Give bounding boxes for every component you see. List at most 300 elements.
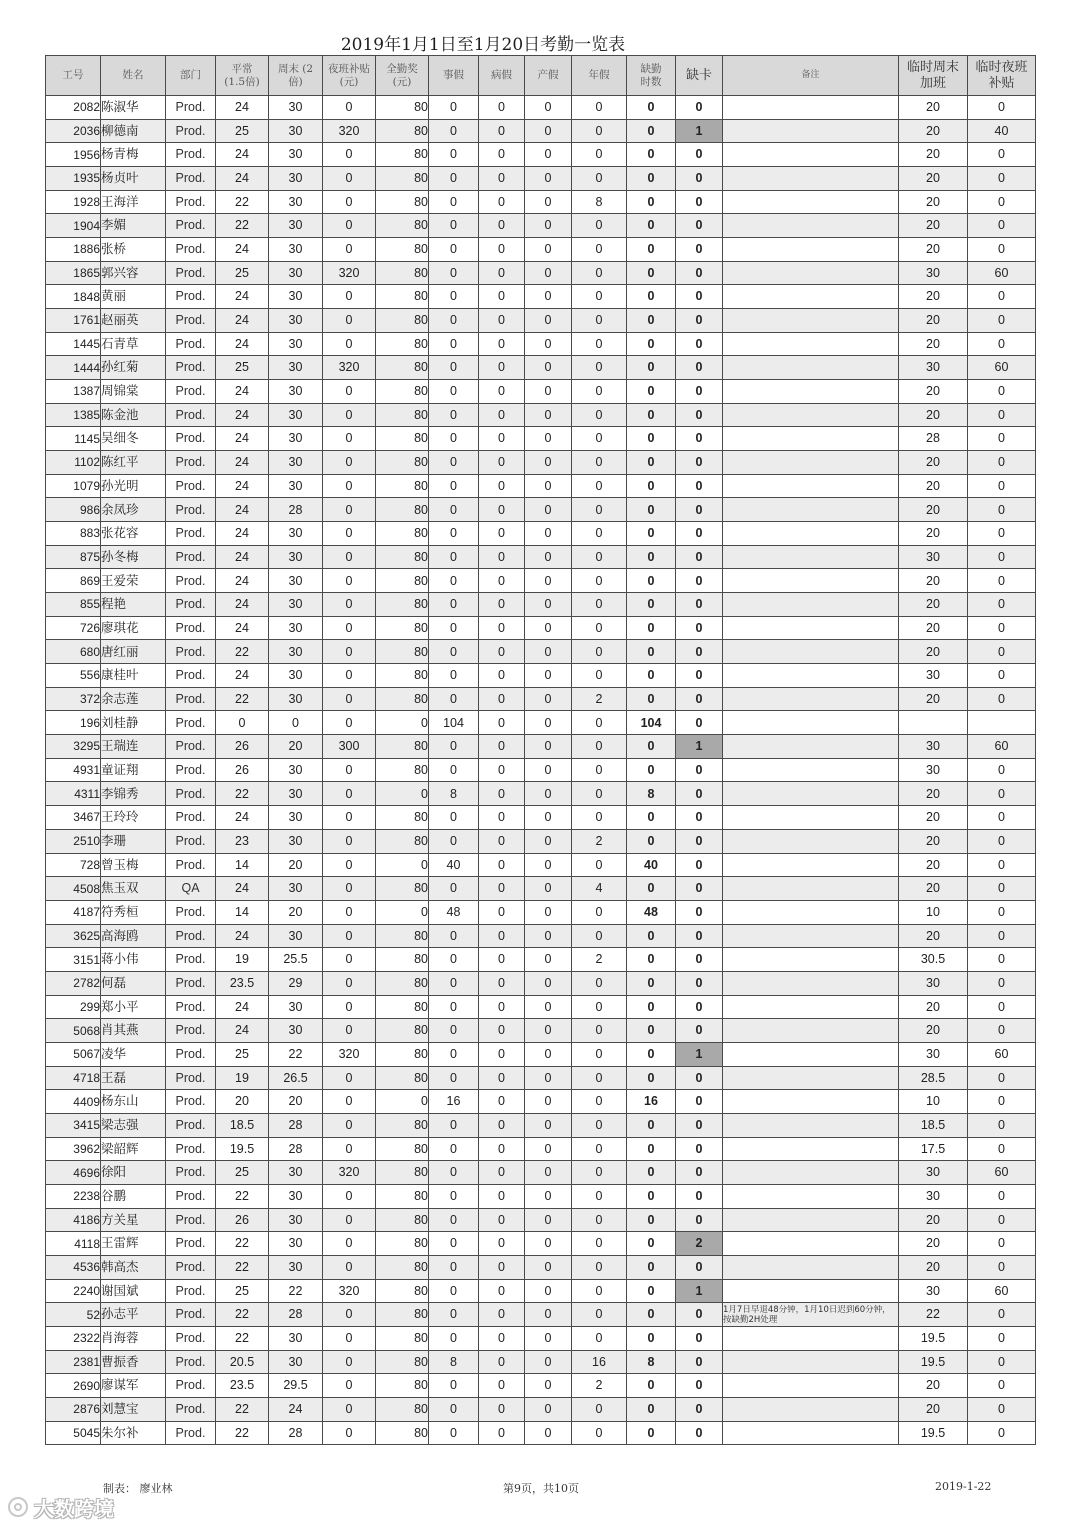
cell-employee-id: 726 xyxy=(46,616,101,640)
cell-weekend-ot: 22 xyxy=(269,1279,323,1303)
cell-attendance-bonus: 80 xyxy=(376,616,429,640)
cell-temp-weekend-ot: 20 xyxy=(899,522,968,546)
cell-night-allowance: 0 xyxy=(323,829,376,853)
header-label: 产假 xyxy=(537,69,559,82)
cell-name: 朱尔补 xyxy=(101,1421,166,1445)
cell-weekday-ot: 19 xyxy=(216,1066,269,1090)
cell-personal-leave: 0 xyxy=(429,190,479,214)
cell-temp-night-allowance: 0 xyxy=(968,616,1036,640)
cell-absence-hours: 0 xyxy=(627,1326,676,1350)
cell-temp-weekend-ot: 30 xyxy=(899,971,968,995)
cell-night-allowance: 320 xyxy=(323,1042,376,1066)
cell-night-allowance: 0 xyxy=(323,474,376,498)
cell-remark xyxy=(723,900,899,924)
cell-personal-leave: 0 xyxy=(429,261,479,285)
cell-annual-leave: 0 xyxy=(572,167,627,191)
cell-attendance-bonus: 80 xyxy=(376,664,429,688)
cell-name: 王瑞连 xyxy=(101,735,166,759)
cell-sick-leave: 0 xyxy=(479,261,525,285)
cell-name: 孙志平 xyxy=(101,1303,166,1327)
cell-temp-weekend-ot: 28 xyxy=(899,427,968,451)
cell-temp-weekend-ot xyxy=(899,711,968,735)
cell-personal-leave: 0 xyxy=(429,356,479,380)
header-label: 夜班补贴 (元) xyxy=(328,62,370,88)
cell-personal-leave: 0 xyxy=(429,1113,479,1137)
cell-temp-weekend-ot: 22 xyxy=(899,1303,968,1327)
cell-annual-leave: 0 xyxy=(572,782,627,806)
cell-night-allowance: 320 xyxy=(323,261,376,285)
cell-personal-leave: 0 xyxy=(429,143,479,167)
cell-temp-weekend-ot: 20 xyxy=(899,309,968,333)
cell-remark xyxy=(723,924,899,948)
header-label: 年假 xyxy=(588,69,610,82)
cell-maternity-leave: 0 xyxy=(525,1279,572,1303)
cell-maternity-leave: 0 xyxy=(525,782,572,806)
cell-department: Prod. xyxy=(166,1421,216,1445)
cell-weekend-ot: 30 xyxy=(269,167,323,191)
cell-annual-leave: 0 xyxy=(572,474,627,498)
cell-attendance-bonus: 80 xyxy=(376,1421,429,1445)
cell-annual-leave: 0 xyxy=(572,1397,627,1421)
cell-sick-leave: 0 xyxy=(479,522,525,546)
cell-remark xyxy=(723,1019,899,1043)
cell-temp-night-allowance: 0 xyxy=(968,167,1036,191)
cell-weekday-ot: 24 xyxy=(216,380,269,404)
cell-night-allowance: 0 xyxy=(323,924,376,948)
cell-department: Prod. xyxy=(166,1279,216,1303)
cell-remark xyxy=(723,1421,899,1445)
cell-missed-punch: 0 xyxy=(676,498,723,522)
cell-sick-leave: 0 xyxy=(479,1113,525,1137)
cell-temp-night-allowance: 0 xyxy=(968,403,1036,427)
cell-absence-hours: 0 xyxy=(627,948,676,972)
cell-missed-punch: 0 xyxy=(676,356,723,380)
cell-weekday-ot: 22 xyxy=(216,782,269,806)
cell-remark xyxy=(723,1397,899,1421)
cell-temp-weekend-ot: 30 xyxy=(899,356,968,380)
cell-maternity-leave: 0 xyxy=(525,711,572,735)
cell-temp-weekend-ot: 30 xyxy=(899,1279,968,1303)
cell-sick-leave: 0 xyxy=(479,1161,525,1185)
cell-annual-leave: 0 xyxy=(572,380,627,404)
cell-night-allowance: 0 xyxy=(323,995,376,1019)
cell-weekend-ot: 30 xyxy=(269,1019,323,1043)
cell-employee-id: 4931 xyxy=(46,758,101,782)
header-missed-punch xyxy=(676,56,723,96)
cell-sick-leave: 0 xyxy=(479,948,525,972)
cell-personal-leave: 0 xyxy=(429,214,479,238)
cell-temp-weekend-ot: 20 xyxy=(899,380,968,404)
cell-temp-night-allowance: 0 xyxy=(968,96,1036,120)
cell-employee-id: 2782 xyxy=(46,971,101,995)
cell-temp-weekend-ot: 20 xyxy=(899,1255,968,1279)
cell-annual-leave: 2 xyxy=(572,829,627,853)
cell-department: Prod. xyxy=(166,545,216,569)
table-row xyxy=(46,758,1036,782)
cell-annual-leave: 0 xyxy=(572,427,627,451)
cell-personal-leave: 0 xyxy=(429,96,479,120)
cell-temp-weekend-ot: 30 xyxy=(899,261,968,285)
cell-department: Prod. xyxy=(166,853,216,877)
cell-personal-leave: 0 xyxy=(429,285,479,309)
cell-absence-hours: 0 xyxy=(627,214,676,238)
cell-department: Prod. xyxy=(166,593,216,617)
cell-absence-hours: 0 xyxy=(627,687,676,711)
cell-employee-id: 2322 xyxy=(46,1326,101,1350)
cell-name: 石青草 xyxy=(101,332,166,356)
cell-weekend-ot: 30 xyxy=(269,214,323,238)
cell-annual-leave: 0 xyxy=(572,451,627,475)
cell-temp-night-allowance: 0 xyxy=(968,1208,1036,1232)
cell-maternity-leave: 0 xyxy=(525,1397,572,1421)
cell-personal-leave: 0 xyxy=(429,1184,479,1208)
cell-personal-leave: 0 xyxy=(429,971,479,995)
cell-name: 黄丽 xyxy=(101,285,166,309)
table-row xyxy=(46,735,1036,759)
cell-night-allowance: 0 xyxy=(323,214,376,238)
cell-remark xyxy=(723,853,899,877)
table-row xyxy=(46,238,1036,262)
cell-remark xyxy=(723,451,899,475)
cell-temp-night-allowance: 0 xyxy=(968,238,1036,262)
header-label: 缺卡 xyxy=(685,67,712,83)
cell-annual-leave: 0 xyxy=(572,285,627,309)
cell-department: Prod. xyxy=(166,1161,216,1185)
cell-weekday-ot: 25 xyxy=(216,119,269,143)
cell-sick-leave: 0 xyxy=(479,143,525,167)
cell-weekday-ot: 24 xyxy=(216,143,269,167)
cell-remark xyxy=(723,664,899,688)
cell-name: 康桂叶 xyxy=(101,664,166,688)
cell-employee-id: 5068 xyxy=(46,1019,101,1043)
cell-absence-hours: 0 xyxy=(627,522,676,546)
cell-missed-punch: 0 xyxy=(676,380,723,404)
cell-missed-punch: 0 xyxy=(676,1184,723,1208)
cell-maternity-leave: 0 xyxy=(525,1326,572,1350)
cell-remark xyxy=(723,96,899,120)
cell-missed-punch: 0 xyxy=(676,285,723,309)
cell-remark xyxy=(723,498,899,522)
table-row xyxy=(46,924,1036,948)
cell-employee-id: 5045 xyxy=(46,1421,101,1445)
cell-department: Prod. xyxy=(166,806,216,830)
cell-department: Prod. xyxy=(166,451,216,475)
cell-weekday-ot: 23.5 xyxy=(216,1374,269,1398)
cell-night-allowance: 0 xyxy=(323,853,376,877)
cell-employee-id: 4508 xyxy=(46,877,101,901)
table-row xyxy=(46,403,1036,427)
cell-attendance-bonus: 80 xyxy=(376,593,429,617)
cell-night-allowance: 0 xyxy=(323,522,376,546)
cell-weekend-ot: 20 xyxy=(269,900,323,924)
cell-temp-night-allowance: 0 xyxy=(968,829,1036,853)
cell-sick-leave: 0 xyxy=(479,119,525,143)
cell-absence-hours: 8 xyxy=(627,782,676,806)
cell-weekday-ot: 24 xyxy=(216,995,269,1019)
cell-annual-leave: 2 xyxy=(572,687,627,711)
cell-personal-leave: 0 xyxy=(429,1137,479,1161)
cell-absence-hours: 0 xyxy=(627,1113,676,1137)
cell-remark xyxy=(723,1326,899,1350)
cell-temp-night-allowance: 0 xyxy=(968,924,1036,948)
cell-remark xyxy=(723,427,899,451)
cell-sick-leave: 0 xyxy=(479,498,525,522)
cell-maternity-leave: 0 xyxy=(525,143,572,167)
cell-weekday-ot: 25 xyxy=(216,261,269,285)
cell-sick-leave: 0 xyxy=(479,900,525,924)
cell-absence-hours: 0 xyxy=(627,143,676,167)
cell-employee-id: 4536 xyxy=(46,1255,101,1279)
cell-personal-leave: 0 xyxy=(429,238,479,262)
cell-maternity-leave: 0 xyxy=(525,1350,572,1374)
cell-weekday-ot: 25 xyxy=(216,1161,269,1185)
cell-annual-leave: 0 xyxy=(572,664,627,688)
cell-temp-night-allowance: 0 xyxy=(968,1421,1036,1445)
cell-night-allowance: 0 xyxy=(323,1184,376,1208)
cell-annual-leave: 8 xyxy=(572,190,627,214)
cell-weekend-ot: 28 xyxy=(269,498,323,522)
cell-weekend-ot: 30 xyxy=(269,1350,323,1374)
cell-attendance-bonus: 80 xyxy=(376,1042,429,1066)
cell-remark xyxy=(723,309,899,333)
cell-remark xyxy=(723,1113,899,1137)
cell-personal-leave: 0 xyxy=(429,1374,479,1398)
cell-weekday-ot: 24 xyxy=(216,332,269,356)
cell-sick-leave: 0 xyxy=(479,214,525,238)
cell-absence-hours: 0 xyxy=(627,1232,676,1256)
cell-attendance-bonus: 80 xyxy=(376,380,429,404)
cell-weekday-ot: 22 xyxy=(216,1184,269,1208)
cell-employee-id: 883 xyxy=(46,522,101,546)
cell-weekday-ot: 26 xyxy=(216,1208,269,1232)
cell-missed-punch: 0 xyxy=(676,877,723,901)
cell-weekday-ot: 24 xyxy=(216,877,269,901)
cell-missed-punch: 0 xyxy=(676,664,723,688)
cell-night-allowance: 320 xyxy=(323,1161,376,1185)
cell-department: Prod. xyxy=(166,332,216,356)
cell-absence-hours: 0 xyxy=(627,119,676,143)
page-number: 第9页，共10页 xyxy=(503,1482,579,1495)
cell-annual-leave: 0 xyxy=(572,1019,627,1043)
cell-annual-leave: 0 xyxy=(572,143,627,167)
cell-temp-night-allowance: 60 xyxy=(968,261,1036,285)
cell-attendance-bonus: 80 xyxy=(376,1208,429,1232)
cell-weekend-ot: 30 xyxy=(269,758,323,782)
cell-maternity-leave: 0 xyxy=(525,971,572,995)
cell-temp-weekend-ot: 20 xyxy=(899,853,968,877)
table-row xyxy=(46,995,1036,1019)
cell-missed-punch: 0 xyxy=(676,853,723,877)
cell-absence-hours: 16 xyxy=(627,1090,676,1114)
cell-weekend-ot: 30 xyxy=(269,474,323,498)
cell-maternity-leave: 0 xyxy=(525,735,572,759)
cell-weekend-ot: 30 xyxy=(269,96,323,120)
cell-maternity-leave: 0 xyxy=(525,806,572,830)
cell-night-allowance: 0 xyxy=(323,1374,376,1398)
cell-remark xyxy=(723,711,899,735)
cell-weekend-ot: 30 xyxy=(269,451,323,475)
cell-sick-leave: 0 xyxy=(479,640,525,664)
cell-absence-hours: 0 xyxy=(627,1421,676,1445)
cell-weekday-ot: 24 xyxy=(216,924,269,948)
cell-annual-leave: 0 xyxy=(572,711,627,735)
cell-employee-id: 1444 xyxy=(46,356,101,380)
cell-maternity-leave: 0 xyxy=(525,1019,572,1043)
cell-name: 柳德南 xyxy=(101,119,166,143)
cell-temp-night-allowance: 0 xyxy=(968,1019,1036,1043)
cell-weekend-ot: 26.5 xyxy=(269,1066,323,1090)
cell-name: 谷鹏 xyxy=(101,1184,166,1208)
cell-remark xyxy=(723,735,899,759)
cell-department: Prod. xyxy=(166,143,216,167)
cell-maternity-leave: 0 xyxy=(525,640,572,664)
cell-remark xyxy=(723,285,899,309)
cell-absence-hours: 0 xyxy=(627,1397,676,1421)
cell-employee-id: 5067 xyxy=(46,1042,101,1066)
cell-temp-night-allowance: 0 xyxy=(968,664,1036,688)
cell-missed-punch: 0 xyxy=(676,474,723,498)
cell-weekend-ot: 30 xyxy=(269,356,323,380)
cell-personal-leave: 0 xyxy=(429,1397,479,1421)
cell-weekend-ot: 30 xyxy=(269,995,323,1019)
cell-night-allowance: 0 xyxy=(323,238,376,262)
cell-attendance-bonus: 80 xyxy=(376,1397,429,1421)
cell-weekday-ot: 22 xyxy=(216,190,269,214)
cell-absence-hours: 0 xyxy=(627,96,676,120)
cell-employee-id: 1385 xyxy=(46,403,101,427)
cell-attendance-bonus: 80 xyxy=(376,356,429,380)
cell-attendance-bonus: 80 xyxy=(376,261,429,285)
cell-personal-leave: 0 xyxy=(429,1042,479,1066)
cell-temp-weekend-ot: 30 xyxy=(899,1042,968,1066)
cell-missed-punch: 0 xyxy=(676,593,723,617)
table-row xyxy=(46,1255,1036,1279)
cell-remark xyxy=(723,616,899,640)
cell-employee-id: 728 xyxy=(46,853,101,877)
cell-sick-leave: 0 xyxy=(479,1279,525,1303)
cell-employee-id: 1904 xyxy=(46,214,101,238)
cell-annual-leave: 2 xyxy=(572,1374,627,1398)
cell-missed-punch: 0 xyxy=(676,1397,723,1421)
cell-night-allowance: 0 xyxy=(323,948,376,972)
cell-employee-id: 196 xyxy=(46,711,101,735)
cell-weekday-ot: 20.5 xyxy=(216,1350,269,1374)
cell-sick-leave: 0 xyxy=(479,356,525,380)
cell-maternity-leave: 0 xyxy=(525,829,572,853)
cell-weekend-ot: 30 xyxy=(269,119,323,143)
cell-employee-id: 3295 xyxy=(46,735,101,759)
cell-department: Prod. xyxy=(166,380,216,404)
cell-sick-leave: 0 xyxy=(479,285,525,309)
cell-remark xyxy=(723,687,899,711)
header-employee-id xyxy=(46,56,101,96)
cell-absence-hours: 0 xyxy=(627,356,676,380)
cell-absence-hours: 0 xyxy=(627,593,676,617)
table-row xyxy=(46,1137,1036,1161)
cell-attendance-bonus: 0 xyxy=(376,900,429,924)
cell-personal-leave: 0 xyxy=(429,1232,479,1256)
cell-sick-leave: 0 xyxy=(479,995,525,1019)
cell-remark xyxy=(723,806,899,830)
cell-name: 李珊 xyxy=(101,829,166,853)
cell-annual-leave: 0 xyxy=(572,261,627,285)
cell-weekday-ot: 24 xyxy=(216,238,269,262)
cell-department: Prod. xyxy=(166,403,216,427)
cell-attendance-bonus: 80 xyxy=(376,1303,429,1327)
cell-night-allowance: 0 xyxy=(323,711,376,735)
cell-annual-leave: 0 xyxy=(572,1208,627,1232)
table-row xyxy=(46,1090,1036,1114)
cell-temp-weekend-ot: 19.5 xyxy=(899,1326,968,1350)
cell-maternity-leave: 0 xyxy=(525,545,572,569)
cell-sick-leave: 0 xyxy=(479,1397,525,1421)
cell-department: Prod. xyxy=(166,711,216,735)
cell-employee-id: 3415 xyxy=(46,1113,101,1137)
cell-maternity-leave: 0 xyxy=(525,356,572,380)
cell-absence-hours: 0 xyxy=(627,664,676,688)
cell-name: 焦玉双 xyxy=(101,877,166,901)
cell-personal-leave: 0 xyxy=(429,640,479,664)
cell-remark xyxy=(723,332,899,356)
cell-name: 廖谋军 xyxy=(101,1374,166,1398)
cell-name: 童证翔 xyxy=(101,758,166,782)
table-row xyxy=(46,1208,1036,1232)
cell-night-allowance: 0 xyxy=(323,1113,376,1137)
cell-weekday-ot: 24 xyxy=(216,1019,269,1043)
cell-sick-leave: 0 xyxy=(479,1137,525,1161)
cell-personal-leave: 0 xyxy=(429,616,479,640)
cell-maternity-leave: 0 xyxy=(525,261,572,285)
cell-temp-weekend-ot: 20 xyxy=(899,332,968,356)
table-row xyxy=(46,1303,1036,1327)
cell-night-allowance: 0 xyxy=(323,900,376,924)
cell-annual-leave: 2 xyxy=(572,948,627,972)
table-row xyxy=(46,782,1036,806)
cell-sick-leave: 0 xyxy=(479,735,525,759)
cell-attendance-bonus: 80 xyxy=(376,1350,429,1374)
cell-department: Prod. xyxy=(166,1042,216,1066)
cell-employee-id: 299 xyxy=(46,995,101,1019)
table-row xyxy=(46,616,1036,640)
cell-remark xyxy=(723,758,899,782)
cell-name: 余志莲 xyxy=(101,687,166,711)
table-row xyxy=(46,190,1036,214)
cell-attendance-bonus: 80 xyxy=(376,569,429,593)
cell-annual-leave: 0 xyxy=(572,1326,627,1350)
cell-personal-leave: 0 xyxy=(429,167,479,191)
cell-remark xyxy=(723,190,899,214)
cell-weekday-ot: 24 xyxy=(216,616,269,640)
cell-maternity-leave: 0 xyxy=(525,1184,572,1208)
cell-name: 王海洋 xyxy=(101,190,166,214)
cell-weekday-ot: 24 xyxy=(216,569,269,593)
cell-weekend-ot: 30 xyxy=(269,640,323,664)
cell-absence-hours: 0 xyxy=(627,1042,676,1066)
header-maternity-leave xyxy=(525,56,572,96)
cell-annual-leave: 0 xyxy=(572,356,627,380)
cell-department: Prod. xyxy=(166,1350,216,1374)
cell-temp-weekend-ot: 20 xyxy=(899,403,968,427)
cell-sick-leave: 0 xyxy=(479,451,525,475)
cell-employee-id: 1079 xyxy=(46,474,101,498)
cell-temp-night-allowance: 0 xyxy=(968,995,1036,1019)
cell-personal-leave: 0 xyxy=(429,451,479,475)
table-row xyxy=(46,545,1036,569)
cell-employee-id: 1886 xyxy=(46,238,101,262)
cell-missed-punch: 0 xyxy=(676,924,723,948)
cell-sick-leave: 0 xyxy=(479,1090,525,1114)
cell-employee-id: 1387 xyxy=(46,380,101,404)
